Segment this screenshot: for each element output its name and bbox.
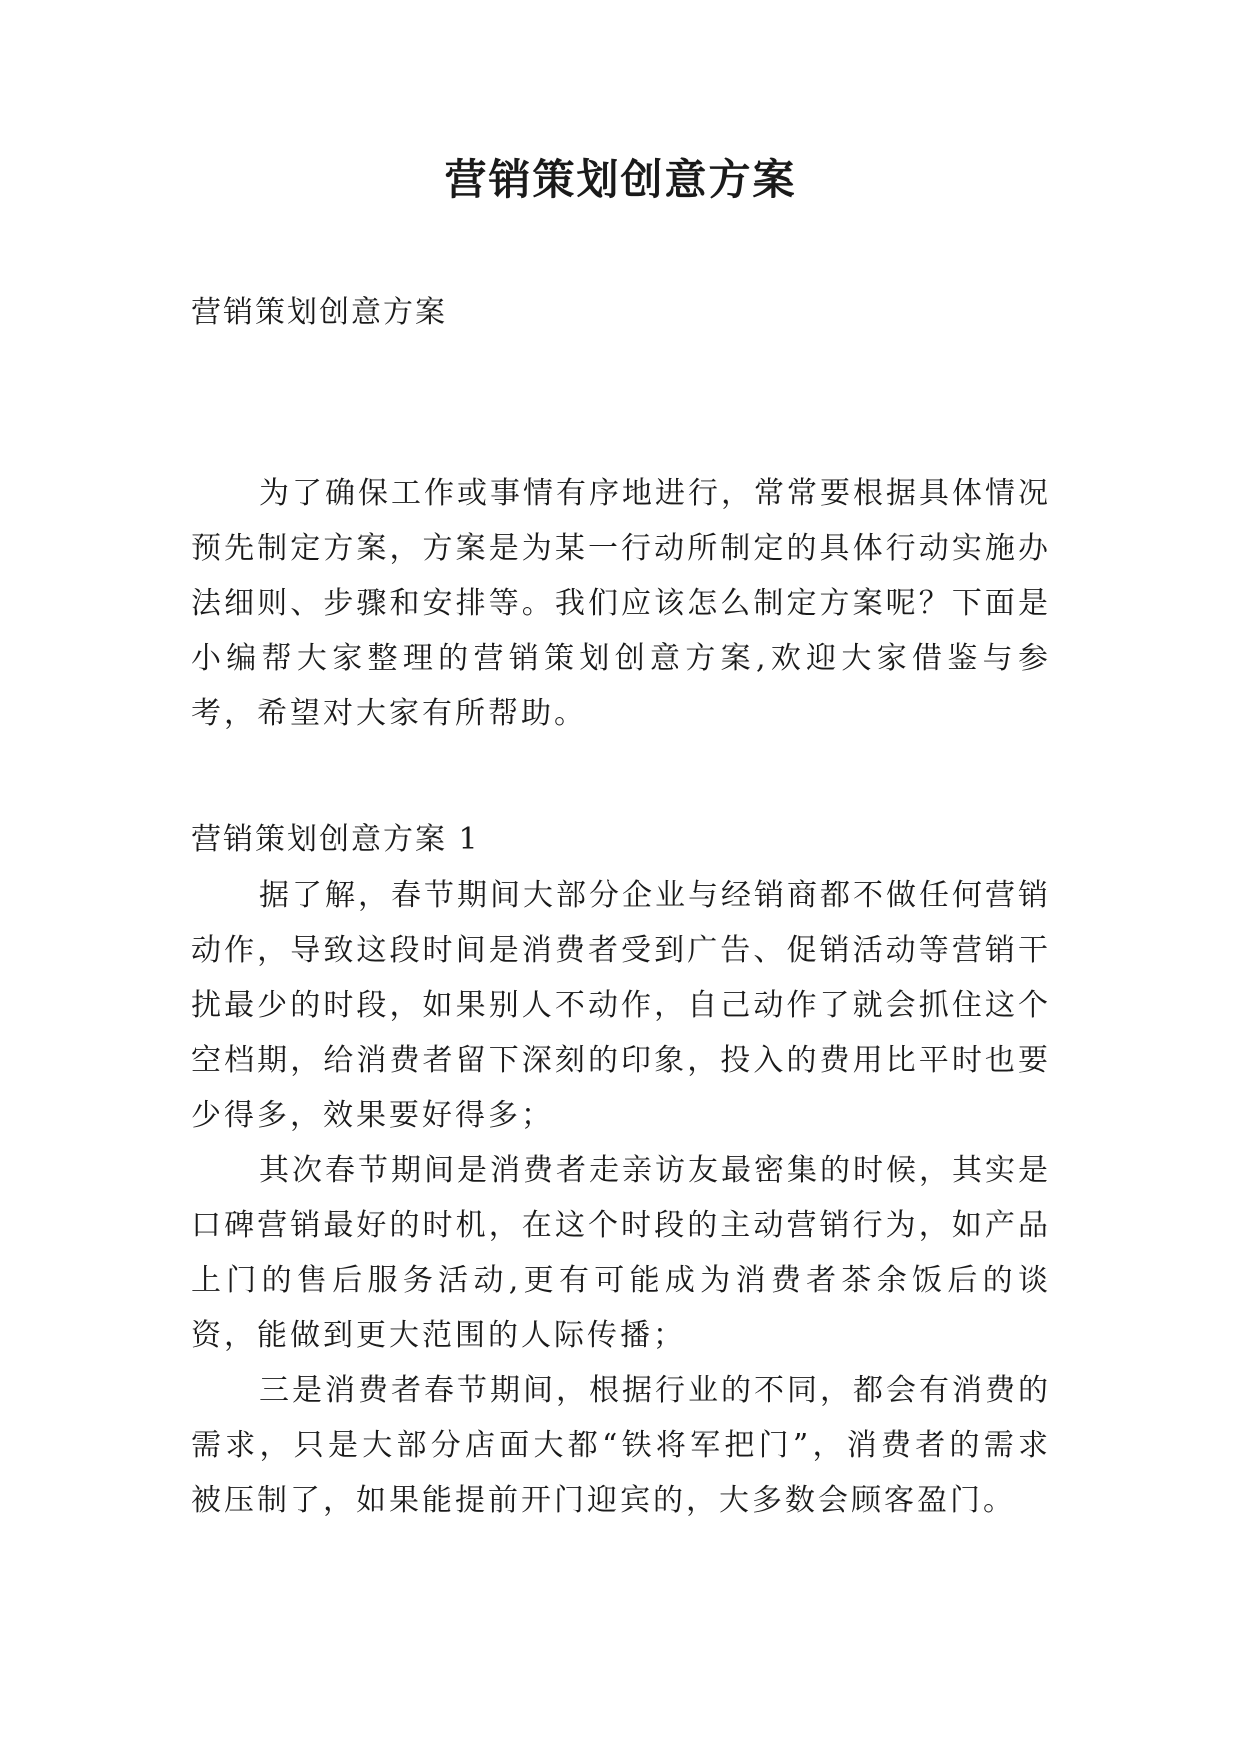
section-paragraph: 三是消费者春节期间，根据行业的不同，都会有消费的需求，只是大部分店面大都“铁将军把门”，消费者的需求被压制了，如果能提前开门迎宾的，大多数会顾客盈门。 (191, 1373, 1051, 1518)
document-subtitle: 营销策划创意方案 (191, 295, 447, 330)
intro-paragraph: 为了确保工作或事情有序地进行，常常要根据具体情况预先制定方案，方案是为某一行动所制定的具体行动实施办法细则、步骤和安排等。我们应该怎么制定方案呢？下面是小编帮大家整理的营销策划创意方案,欢迎大家借鉴与参考，希望对大家有所帮助。 (191, 476, 1051, 731)
intro-block (191, 466, 1051, 741)
section-paragraph: 据了解，春节期间大部分企业与经销商都不做任何营销动作，导致这段时间是消费者受到广告、促销活动等营销干扰最少的时段，如果别人不动作，自己动作了就会抓住这个空档期，给消费者留下深刻的印象，投入的费用比平时也要少得多，效果要好得多； (191, 878, 1051, 1133)
section-body (191, 868, 1051, 1528)
section-paragraph: 其次春节期间是消费者走亲访友最密集的时候，其实是口碑营销最好的时机，在这个时段的主动营销行为，如产品上门的售后服务活动,更有可能成为消费者茶余饭后的谈资，能做到更大范围的人际传播； (191, 1153, 1051, 1353)
document-title: 营销策划创意方案 (444, 155, 797, 204)
section-heading: 营销策划创意方案 1 (191, 822, 480, 857)
